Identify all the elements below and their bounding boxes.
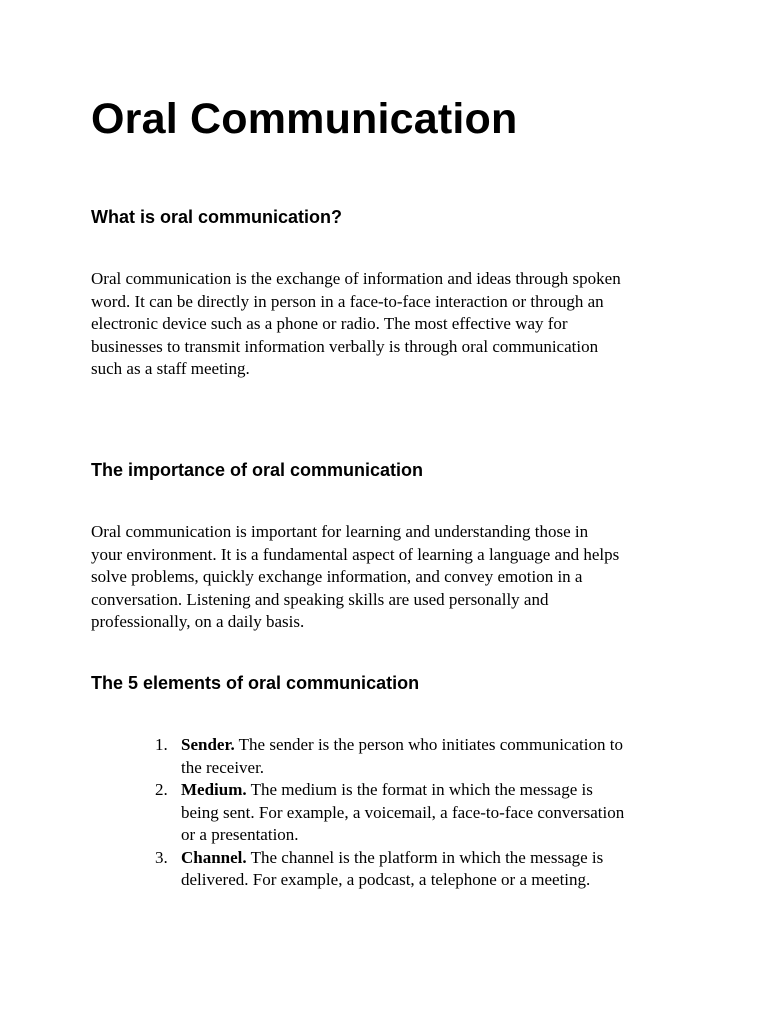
list-item-text: The medium is the format in which the message is [246,780,593,799]
paragraph-line: Oral communication is important for learning and understanding those in [91,522,589,541]
section-heading-elements: The 5 elements of oral communication [91,673,420,693]
list-item-line: the receiver. [181,757,265,777]
paragraph-line: businesses to transmit information verbally is through oral communication [91,336,599,356]
section-heading-what-is: What is oral communication? [91,207,343,227]
section-heading-importance: The importance of oral communication [91,460,424,480]
list-number: 1. [155,735,168,754]
definition-paragraph [91,268,711,381]
paragraph-line: word. It can be directly in person in a face-to-face interaction or through an [91,291,604,311]
list-item-term: Channel. [181,847,247,867]
list-item-text: The sender is the person who initiates communication to [234,735,623,754]
list-item-term: Sender. [181,735,235,754]
list-item-first-line [181,847,715,870]
paragraph-line: electronic device such as a phone or radio. The most effective way for [91,314,568,333]
paragraph-line: your environment. It is a fundamental aspect of learning a language and helps [91,544,620,564]
paragraph-line: Oral communication is the exchange of information and ideas through spoken [91,269,621,288]
list-item-medium [155,779,715,847]
list-item-first-line [181,734,715,757]
paragraph-line: professionally, on a daily basis. [91,612,305,631]
list-number: 2. [155,780,168,799]
list-item-term: Medium. [181,780,247,799]
list-number: 3. [155,847,168,867]
paragraph-line: solve problems, quickly exchange information, and convey emotion in a [91,567,583,586]
list-item-text: The channel is the platform in which the message is [246,847,604,867]
elements-list [155,734,715,892]
list-item-channel [155,847,715,892]
list-item-line: delivered. For example, a podcast, a telephone or a meeting. [181,870,591,889]
list-item-first-line [181,779,715,802]
paragraph-line: such as a staff meeting. [91,359,250,378]
list-item-line: or a presentation. [181,825,299,844]
list-item-line: being sent. For example, a voicemail, a face-to-face conversation [181,802,625,822]
document-title: Oral Communication [91,95,518,143]
list-item-sender [155,734,715,779]
importance-paragraph [91,521,711,634]
paragraph-line: conversation. Listening and speaking skills are used personally and [91,589,549,609]
